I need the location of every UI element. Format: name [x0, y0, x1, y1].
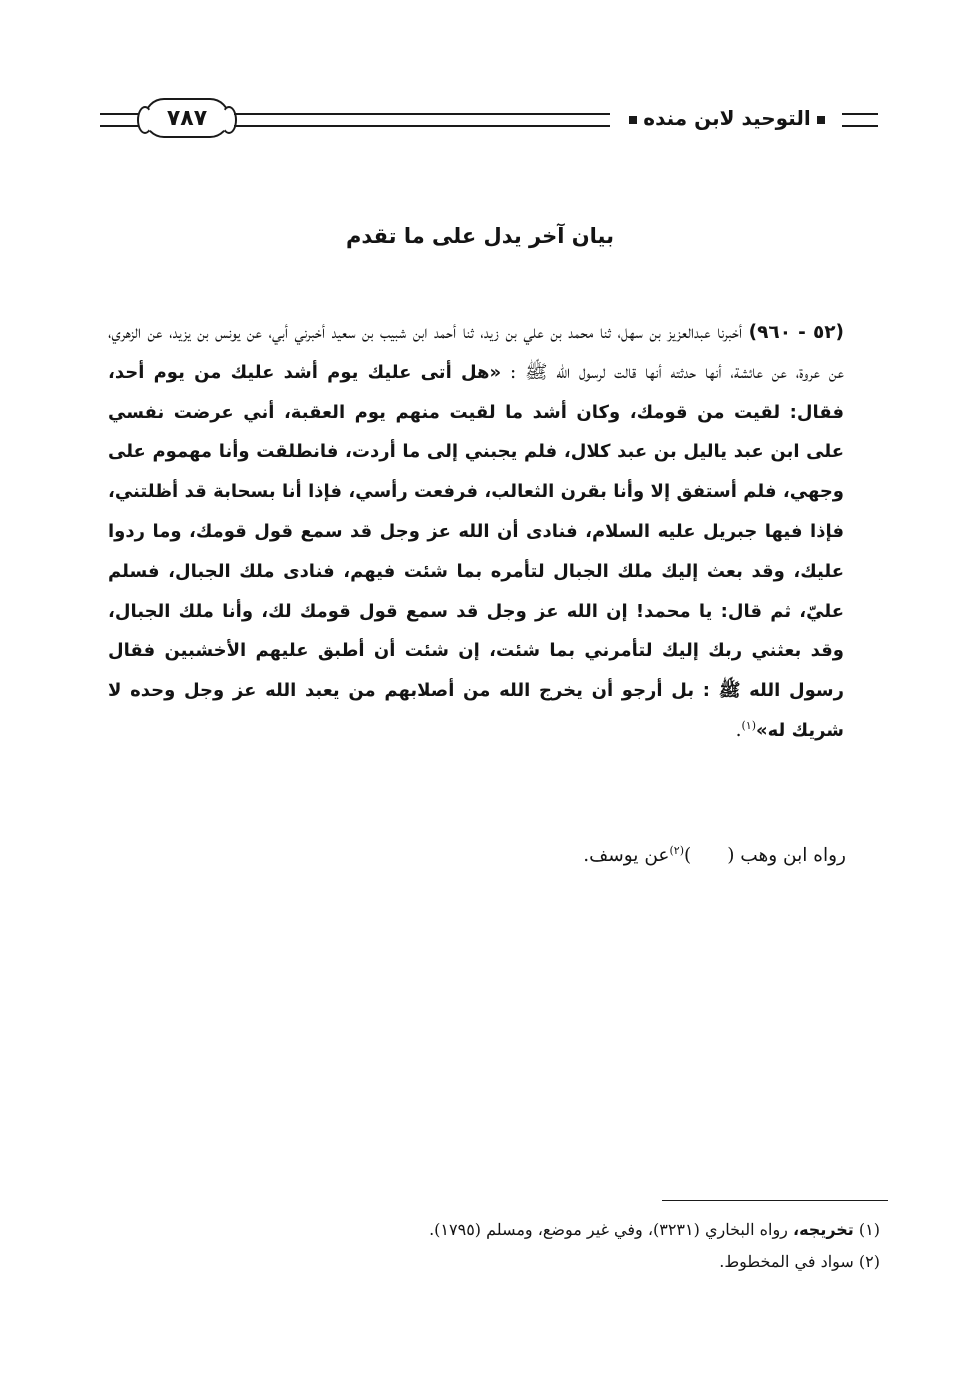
hadith-matn: «هل أتى عليك يوم أشد عليك من يوم أحد، فقال: لقيت من قومك، وكان أشد ما لقيت منهم يوم العقبة، أني عرضت نفسي على ابن عبد ياليل بن عبد كلال، فلم يجبني إلى ما أردت، فانطلقت وأنا مهموم على وجهي، فلم أستفق إلا وأنا بقرن الثعالب، فرفعت رأسي، فإذا أنا بسحابة قد أظلتني، فإذا فيها جبريل عليه السلام، فنادى أن الله عز وجل قد سمع قول قومك، وما ردوا عليك، وقد بعث إليك ملك الجبال لتأمره بما شئت فيهم، فنادى ملك الجبال، فسلم عليّ، ثم قال: يا محمد! إن الله عز وجل قد سمع قول قومك لك، وأنا ملك الجبال، وقد بعثني ربك إليك لتأمرني بما شئت، إن شئت أن أطبق عليهم الأخشبين فقال رسول الله ﷺ : بل أرجو أن يخرج الله من أصلابهم من يعبد الله عز وجل وحده لا شريك له» — [108, 361, 844, 741]
book-title — [616, 102, 838, 134]
footnote-marker: (١) — [858, 1220, 880, 1239]
running-header — [100, 96, 878, 144]
footnote-label: تخريجه، — [793, 1220, 854, 1239]
footnote-2 — [300, 1246, 880, 1278]
footnotes — [300, 1214, 880, 1278]
footnote-separator — [662, 1200, 888, 1201]
narration-before: رواه ابن وهب ( — [727, 845, 846, 866]
footnote-text: رواه البخاري (٣٢٣١)، وفي غير موضع، ومسلم (١٧٩٥). — [429, 1220, 788, 1239]
header-rule-right — [842, 113, 878, 127]
square-ornament-icon — [629, 116, 637, 124]
header-rule-left — [100, 113, 140, 127]
header-rule-middle — [234, 113, 610, 127]
footnote-1 — [300, 1214, 880, 1246]
square-ornament-icon — [817, 116, 825, 124]
end-punctuation: . — [735, 719, 742, 741]
narration-rest: عن يوسف. — [583, 845, 670, 866]
book-title-text: التوحيد لابن منده — [643, 106, 811, 130]
footnote-text: سواد في المخطوط. — [719, 1252, 854, 1271]
hadith-number: (٥٢ - ٩٦٠) — [748, 322, 844, 343]
hadith-body — [108, 313, 844, 751]
page-number: ٧٨٧ — [166, 105, 208, 131]
page-number-badge — [144, 98, 230, 138]
narration-note — [300, 838, 846, 874]
footnote-marker-2: (٢) — [669, 843, 684, 857]
section-heading: بيان آخر يدل على ما تقدم — [345, 224, 615, 248]
hadith-isnad: أخبرنا عبدالعزيز بن سهل، ثنا محمد بن علي بن زيد، ثنا أحمد ابن شبيب بن سعيد أخبرني أبي، عن يونس بن يزيد، عن الزهري، عن عروة، عن عائشة، أنها حدثته أنها قالت لرسول الله ﷺ : — [108, 322, 845, 383]
narration-close: ) — [683, 845, 692, 866]
footnote-marker: (٢) — [858, 1252, 880, 1271]
footnote-marker-1: (١) — [741, 718, 756, 732]
